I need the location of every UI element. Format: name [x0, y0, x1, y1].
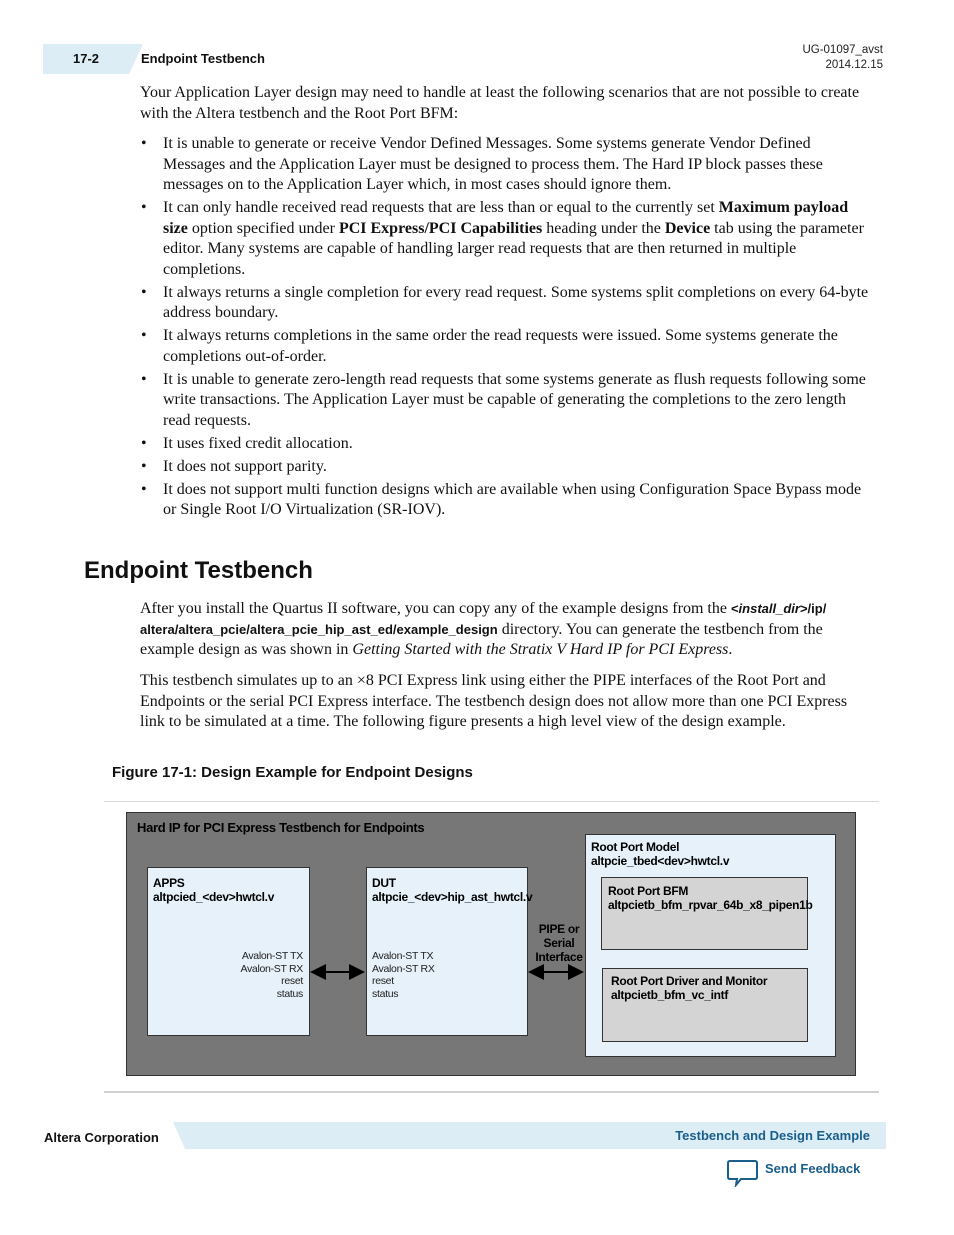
dut-file: altpcie_<dev>hip_ast_hwtcl.v [372, 890, 533, 904]
footer-section-link[interactable]: Testbench and Design Example [675, 1128, 870, 1143]
root-port-bfm-name: Root Port BFM [608, 884, 689, 898]
path-part: < [730, 601, 739, 616]
section-paragraph-2: This testbench simulates up to an ×8 PCI Express link using either the PIPE interfaces of the Root Port and Endpoints or the serial PCI Express interface. The testbench design does not allow more than one PCI Express link to be simulated at a time. The following figure presents a high level view of the design example. [140, 672, 848, 730]
text-run: After you install the Quartus II software, you can copy any of the example designs from the [140, 600, 731, 617]
root-port-model-file: altpcie_tbed<dev>hwtcl.v [591, 854, 730, 868]
root-port-driver-name: Root Port Driver and Monitor [611, 974, 768, 988]
header-section-title: Endpoint Testbench [141, 51, 265, 66]
root-port-driver-file: altpcietb_bfm_vc_intf [611, 988, 729, 1002]
send-feedback-link[interactable]: Send Feedback [765, 1161, 861, 1176]
list-item: • It is unable to generate or receive Vendor Defined Messages. Some systems generate Vendor Defined Messages and the Application Layer must be designed to process them. The Hard IP block passes these messages on to the Application Layer which, in most cases should ignore them. [140, 134, 870, 196]
section-heading: Endpoint Testbench [84, 557, 313, 584]
signal-label: reset [281, 975, 303, 987]
text-run: option specified under [187, 219, 339, 237]
apps-name: APPS [153, 876, 185, 890]
signal-label: status [276, 987, 303, 1000]
signal-label: Avalon-ST RX [240, 962, 303, 975]
pipe-label-line: PIPE or [538, 922, 580, 936]
pipe-label-line: Interface [535, 950, 583, 964]
text-run: heading under the [542, 219, 665, 237]
signal-label: Avalon-ST TX [241, 950, 303, 962]
doc-date: 2014.12.15 [825, 59, 883, 71]
figure-caption: Figure 17-1: Design Example for Endpoint Designs [112, 764, 473, 781]
text-run: directory. You can generate the testbench from the example design as was shown in [140, 620, 823, 658]
bold-term: PCI Express/PCI Capabilities [338, 219, 543, 237]
pipe-label-line: Serial [543, 936, 575, 950]
root-port-model-name: Root Port Model [591, 840, 680, 854]
path-part: >/ip/ [799, 601, 827, 616]
text-run: tab using the parameter editor. Many systems are capable of handling larger read requests that are then returned in multiple completions. [163, 219, 864, 278]
doc-reference: Getting Started with the Stratix V Hard IP for PCI Express [352, 641, 729, 658]
list-item: • It is unable to generate zero-length read requests that some systems generate as flush requests following some write transactions. The Application Layer must be capable of generating the completions to the zero length read requests. [140, 370, 870, 432]
signal-label: reset [372, 975, 394, 987]
figure-rule-bottom [104, 1091, 879, 1093]
list-item: • It does not support multi function designs which are available when using Configuration Space Bypass mode or Single Root I/O Virtualization (SR-IOV). [140, 480, 870, 521]
root-port-bfm-file: altpcietb_bfm_rpvar_64b_x8_pipen1b [608, 898, 813, 912]
list-item: • It always returns completions in the same order the read requests were issued. Some systems generate the completions out-of-order. [140, 326, 870, 367]
text-run: It can only handle received read requests that are less than or equal to the currently set [163, 199, 719, 216]
signal-label: Avalon-ST TX [372, 950, 434, 962]
bold-term: Maximum payload size [163, 199, 849, 237]
doc-id: UG-01097_avst [802, 44, 883, 56]
signal-label: Avalon-ST RX [372, 962, 435, 975]
apps-file: altpcied_<dev>hwtcl.v [153, 890, 275, 904]
page-number: 17-2 [72, 51, 100, 66]
footer-company: Altera Corporation [44, 1130, 159, 1145]
footer-band-notch [173, 1122, 185, 1149]
intro-paragraph: Your Application Layer design may need to handle at least the following scenarios that are not possible to create with the Altera testbench and the Root Port BFM: [140, 84, 860, 122]
diagram-title: Hard IP for PCI Express Testbench for Endpoints [137, 820, 425, 835]
path-part: altera/altera_pcie/altera_pcie_hip_ast_ed/example_design [140, 621, 498, 637]
feedback-icon[interactable] [727, 1159, 759, 1187]
signal-label: status [372, 987, 399, 1000]
text-run: . [728, 641, 733, 658]
bold-term: Device [664, 219, 711, 237]
path-part: install_dir [738, 601, 800, 616]
dut-name: DUT [372, 876, 396, 890]
list-item: • It uses fixed credit allocation. [140, 434, 870, 455]
list-item: • It always returns a single completion for every read request. Some systems split completions on every 64-byte address boundary. [140, 283, 870, 324]
list-item: • It does not support parity. [140, 457, 870, 478]
